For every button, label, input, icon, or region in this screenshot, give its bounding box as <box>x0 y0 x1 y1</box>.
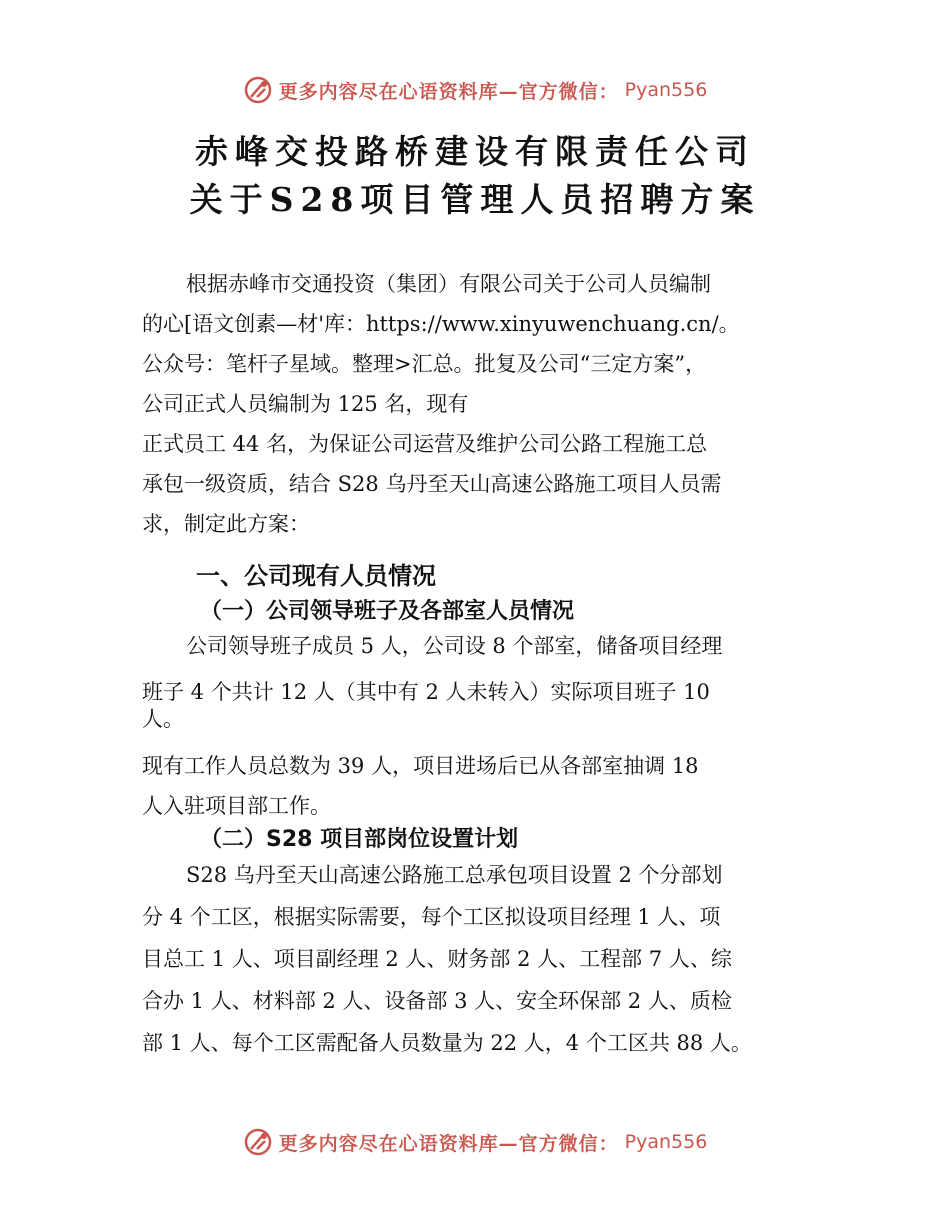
paragraph-line: 合办 1 人、材料部 2 人、设备部 3 人、安全环保部 2 人、质检 <box>142 989 732 1013</box>
header-watermark <box>0 70 950 110</box>
paragraph-line: 分 4 个工区，根据实际需要，每个工区拟设项目经理 1 人、项 <box>142 905 721 929</box>
footer-watermark <box>0 1122 950 1162</box>
paragraph-line: 人入驻项目部工作。 <box>142 794 331 818</box>
section-heading: 一、公司现有人员情况 <box>196 562 436 590</box>
intro-line: 公众号：笔杆子星域。整理>汇总。批复及公司“三定方案”， <box>142 352 707 376</box>
intro-line: 承包一级资质，结合 S28 乌丹至天山高速公路施工项目人员需 <box>142 472 722 496</box>
document-title-line2: 关于S28项目管理人员招聘方案 <box>189 180 761 219</box>
paragraph-line: 人。 <box>142 707 184 731</box>
intro-line: 求，制定此方案： <box>142 512 310 536</box>
watermark-id: Pyan556 <box>624 79 708 101</box>
paragraph-line: 目总工 1 人、项目副经理 2 人、财务部 2 人、工程部 7 人、综 <box>142 947 732 971</box>
paragraph-line: S28 乌丹至天山高速公路施工总承包项目设置 2 个分部划 <box>186 863 723 887</box>
watermark-id: Pyan556 <box>624 1131 708 1153</box>
subsection-heading: （一）公司领导班子及各部室人员情况 <box>200 599 575 624</box>
watermark-text: 更多内容尽在心语资料库—官方微信： <box>278 80 619 103</box>
intro-line: 的心[语文创素—材'库：https://www.xinyuwenchuang.cn/。 <box>142 312 740 336</box>
subsection-paragraph <box>142 855 832 1063</box>
paragraph-line: 部 1 人、每个工区需配备人员数量为 22 人，4 个工区共 88 人。 <box>142 1031 752 1055</box>
logo-icon <box>243 1127 273 1157</box>
subsection-paragraph <box>142 626 832 826</box>
intro-line: 正式员工 44 名，为保证公司运营及维护公司公路工程施工总 <box>142 432 708 456</box>
intro-line: 根据赤峰市交通投资（集团）有限公司关于公司人员编制 <box>186 272 711 296</box>
paragraph-line: 班子 4 个共计 12 人（其中有 2 人未转入）实际项目班子 10 <box>142 680 710 704</box>
paragraph-line: 公司领导班子成员 5 人，公司设 8 个部室，储备项目经理 <box>186 634 723 658</box>
subsection-heading: （二）S28 项目部岗位设置计划 <box>200 827 519 852</box>
intro-line: 公司正式人员编制为 125 名，现有 <box>142 392 469 416</box>
paragraph-line: 现有工作人员总数为 39 人，项目进场后已从各部室抽调 18 <box>142 754 699 778</box>
document-title-line1: 赤峰交投路桥建设有限责任公司 <box>195 132 755 171</box>
watermark-text: 更多内容尽在心语资料库—官方微信： <box>278 1132 619 1155</box>
intro-paragraph <box>142 264 832 544</box>
logo-icon <box>243 75 273 105</box>
